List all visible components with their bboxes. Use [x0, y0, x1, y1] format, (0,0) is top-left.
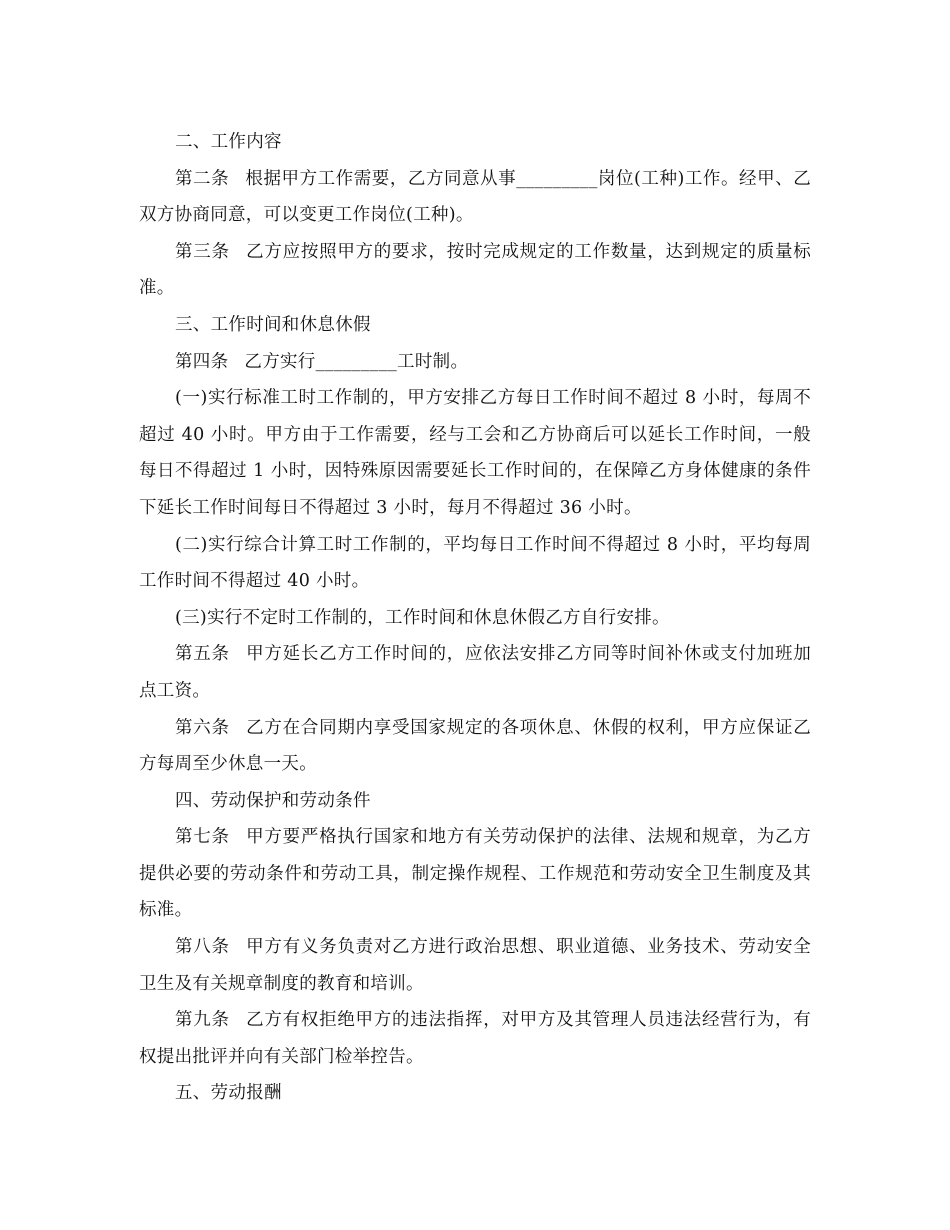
article-text: 甲方延长乙方工作时间的，应依法安排乙方同等时间补休或支付加班加点工资。 — [139, 644, 811, 701]
article-label: 第二条 — [175, 168, 230, 189]
article-paragraph — [139, 344, 811, 381]
body-paragraph: (一)实行标准工时工作制的，甲方安排乙方每日工作时间不超过 8 小时，每周不超过 40 小时。甲方由于工作需要，经与工会和乙方协商后可以延长工作时间，一般每日不得超过 1 小时，因特殊原因需要延长工作时间的，在保障乙方身体健康的条件下延长工作时间每日不得超过 3 小时，每月不得超过 36 小时。 — [139, 388, 811, 518]
body-paragraph: (二)实行综合计算工时工作制的，平均每日工作时间不得超过 8 小时，平均每周工作时间不得超过 40 小时。 — [139, 534, 811, 592]
article-text: 乙方有权拒绝甲方的违法指挥，对甲方及其管理人员违法经营行为，有权提出批评并向有关部门检举控告。 — [139, 1010, 811, 1067]
article-label: 第六条 — [175, 717, 230, 738]
article-label: 第四条 — [175, 351, 229, 372]
section-heading: 二、工作内容 — [175, 132, 282, 152]
document-body — [139, 124, 811, 1112]
article-label: 第五条 — [175, 644, 230, 665]
article-text: 甲方有义务负责对乙方进行政治思想、职业道德、业务技术、劳动安全卫生及有关规章制度的教育和培训。 — [139, 937, 811, 994]
article-paragraph — [139, 819, 811, 929]
article-label: 第三条 — [175, 241, 230, 262]
article-label: 第九条 — [175, 1010, 230, 1031]
article-paragraph — [139, 161, 811, 234]
article-text: 甲方要严格执行国家和地方有关劳动保护的法律、法规和规章，为乙方提供必要的劳动条件和劳动工具，制定操作规程、工作规范和劳动安全卫生制度及其标准。 — [139, 827, 811, 921]
section-heading: 三、工作时间和休息休假 — [175, 314, 371, 335]
article-paragraph — [139, 636, 811, 709]
article-paragraph — [139, 929, 811, 1002]
article-paragraph — [139, 234, 811, 307]
section-heading: 五、劳动报酬 — [175, 1083, 282, 1104]
article-label: 第八条 — [175, 937, 230, 958]
section-heading: 四、劳动保护和劳动条件 — [175, 790, 371, 811]
article-text: 乙方实行_________工时制。 — [244, 351, 469, 372]
body-paragraph: (三)实行不定时工作制的，工作时间和休息休假乙方自行安排。 — [175, 607, 670, 628]
article-text: 根据甲方工作需要，乙方同意从事_________岗位(工种)工作。经甲、乙双方协商同意，可以变更工作岗位(工种)。 — [139, 168, 811, 226]
article-paragraph — [139, 1002, 811, 1075]
article-text: 乙方在合同期内享受国家规定的各项休息、休假的权利，甲方应保证乙方每周至少休息一天。 — [139, 717, 811, 775]
article-paragraph — [139, 710, 811, 783]
article-text: 乙方应按照甲方的要求，按时完成规定的工作数量，达到规定的质量标准。 — [139, 241, 811, 299]
article-label: 第七条 — [175, 827, 230, 848]
